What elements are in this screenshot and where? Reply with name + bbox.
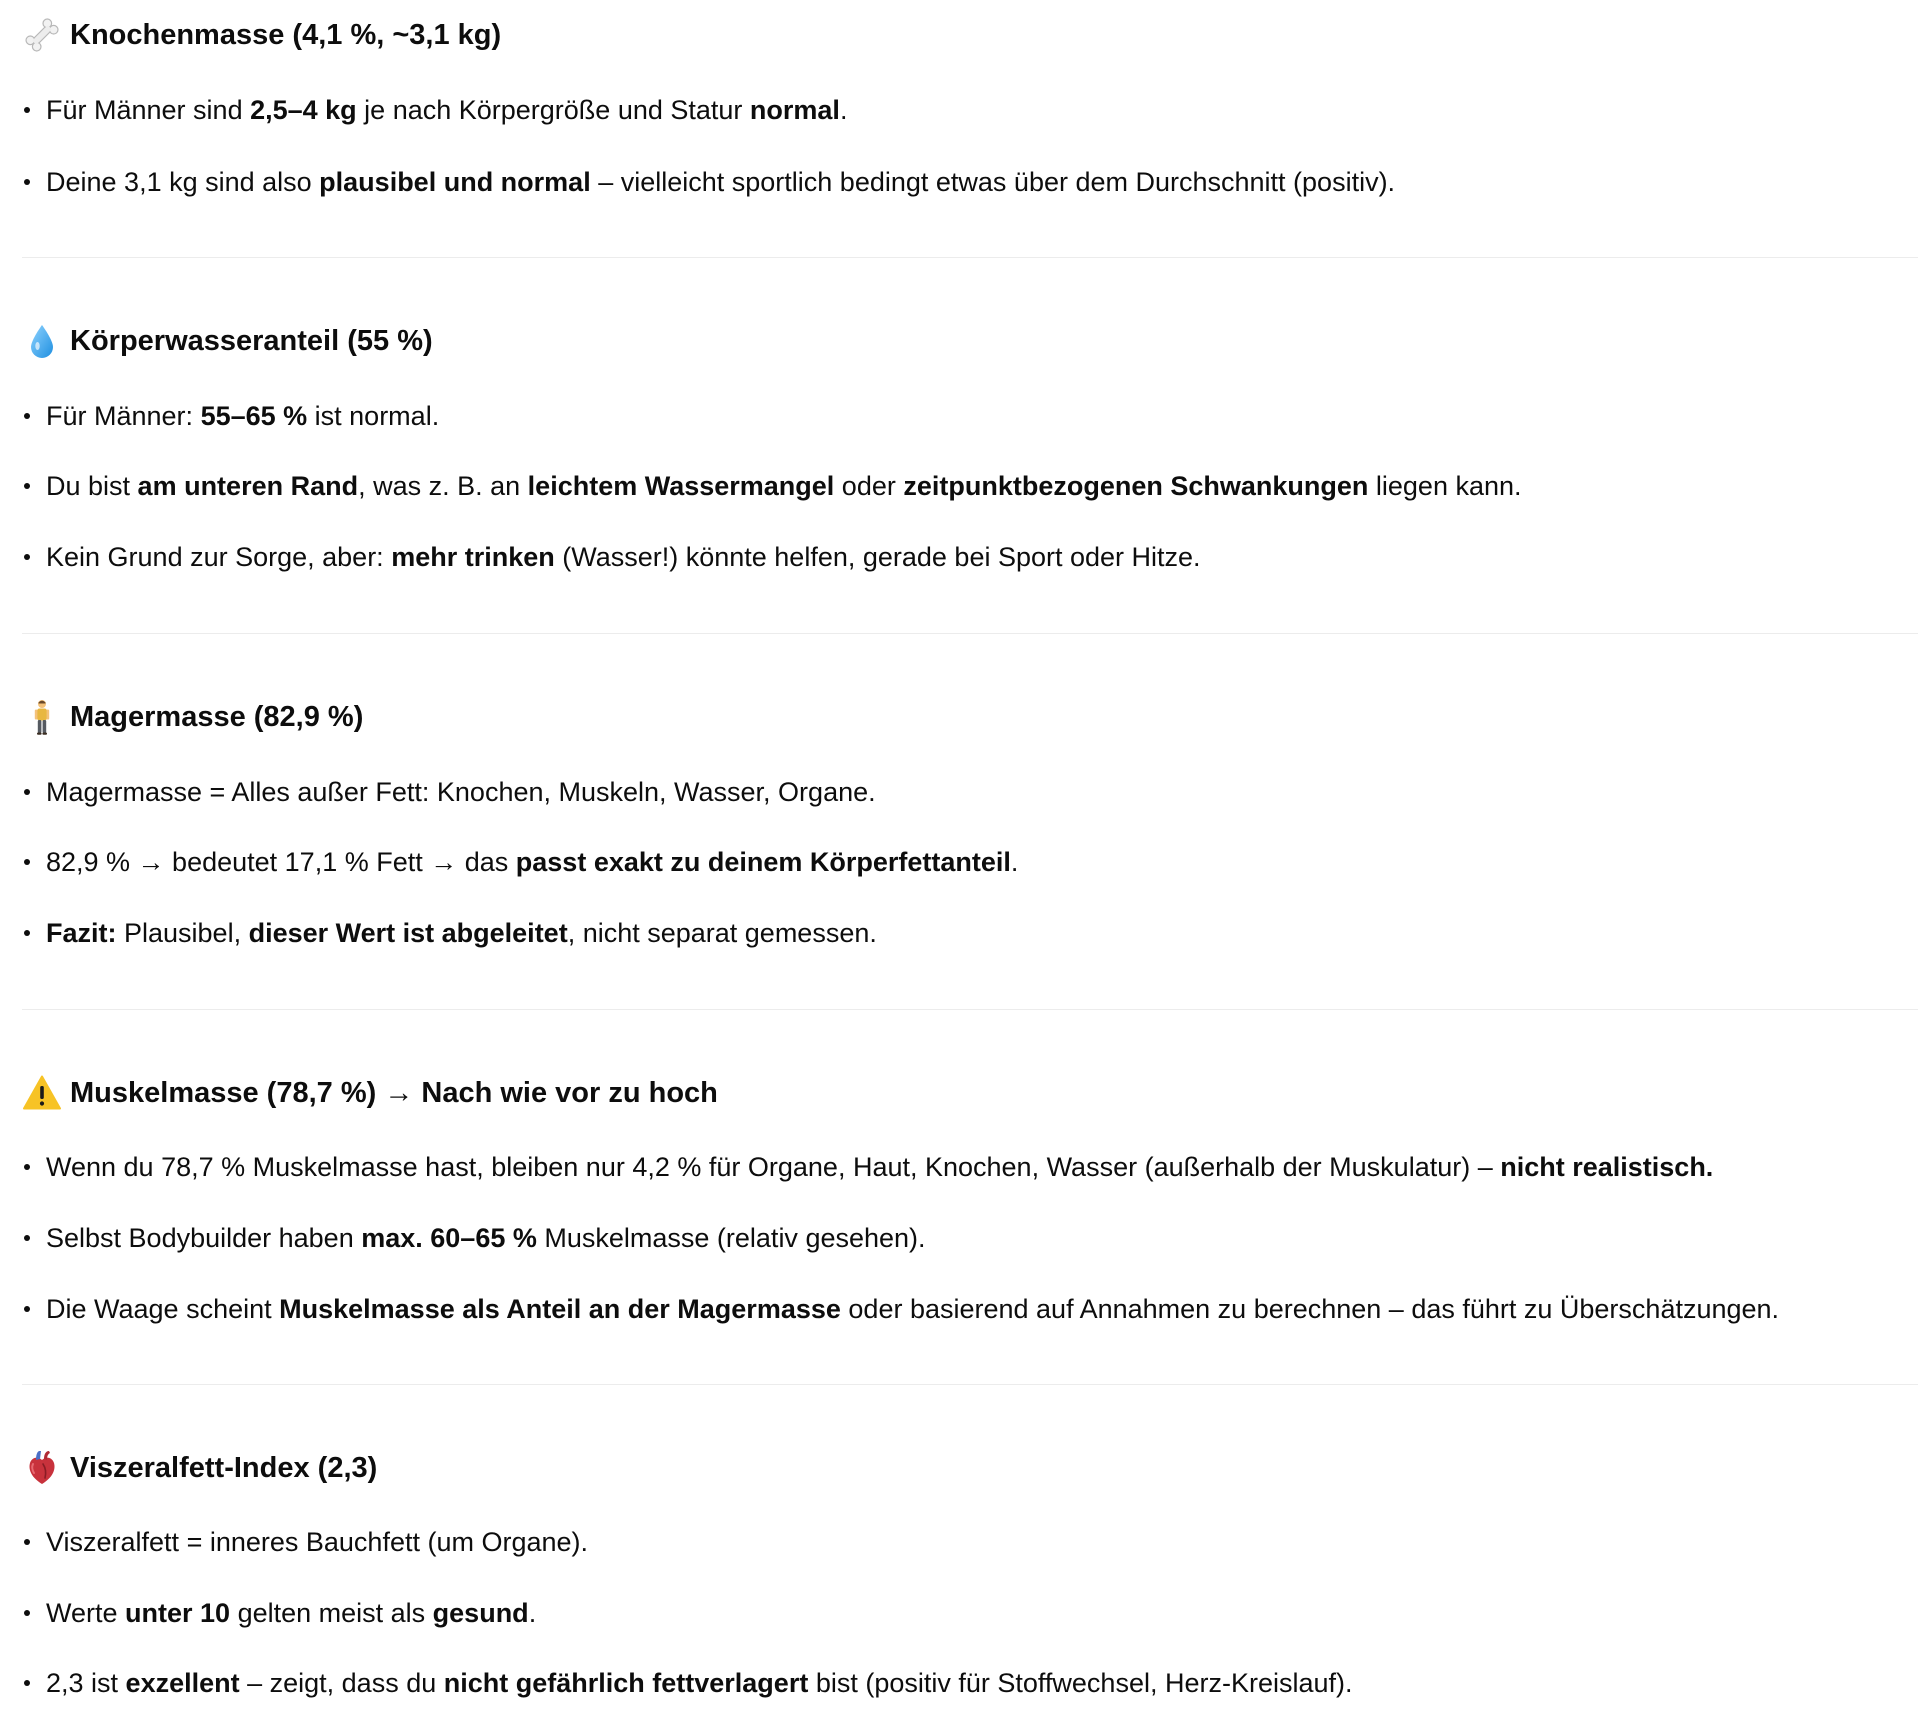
text-segment: Muskelmasse (relativ gesehen).: [536, 1222, 926, 1253]
text-segment: 82,9 % → bedeutet 17,1 % Fett → das: [46, 846, 516, 877]
anatomical-heart-icon: [22, 1448, 62, 1488]
text-segment: , nicht separat gemessen.: [567, 917, 877, 948]
list-item: [22, 466, 1522, 506]
bone-icon: [22, 15, 62, 55]
list-item: [22, 913, 877, 953]
text-segment: oder basierend auf Annahmen zu berechnen – das führt zu Überschätzungen.: [840, 1293, 1780, 1324]
text-segment-bold: dieser Wert ist abgeleitet: [248, 917, 568, 948]
standing-person-icon: [22, 697, 62, 737]
section-heading: [22, 694, 363, 740]
bullet-dot: [24, 789, 30, 795]
text-segment: Kein Grund zur Sorge, aber:: [46, 541, 392, 572]
list-item: [22, 1593, 536, 1633]
text-segment: Die Waage scheint: [46, 1293, 280, 1324]
list-item: [22, 162, 1395, 202]
text-segment-bold: 2,5–4 kg: [250, 94, 357, 125]
section-title: Körperwasseranteil (55 %): [70, 324, 433, 357]
bullet-dot: [24, 179, 30, 185]
section-heading: [22, 318, 433, 364]
list-item: [22, 90, 847, 130]
text-segment: Magermasse = Alles außer Fett: Knochen, Muskeln, Wasser, Organe.: [46, 776, 876, 807]
section-divider: [22, 1384, 1918, 1385]
bullet-dot: [24, 554, 30, 560]
text-segment: .: [839, 94, 848, 125]
section-title: Viszeralfett-Index (2,3): [70, 1451, 378, 1484]
bullet-dot: [24, 107, 30, 113]
text-segment: Selbst Bodybuilder haben: [46, 1222, 362, 1253]
text-segment-bold: leichtem Wassermangel: [527, 470, 835, 501]
section-divider: [22, 257, 1918, 258]
text-segment-bold: nicht gefährlich fettverlagert: [443, 1667, 809, 1698]
text-segment-bold: mehr trinken: [391, 541, 555, 572]
text-segment: , was z. B. an: [358, 470, 528, 501]
text-segment-bold: zeitpunktbezogenen Schwankungen: [903, 470, 1369, 501]
section-divider: [22, 1009, 1918, 1010]
bullet-dot: [24, 1610, 30, 1616]
bullet-dot: [24, 483, 30, 489]
text-segment: Wenn du 78,7 % Muskelmasse hast, bleiben nur 4,2 % für Organe, Haut, Knochen, Wasser (außerhalb der Muskulatur) –: [46, 1151, 1501, 1182]
section-divider: [22, 633, 1918, 634]
list-item: [22, 1663, 1353, 1703]
text-segment-bold: max. 60–65 %: [361, 1222, 537, 1253]
text-segment: Viszeralfett = inneres Bauchfett (um Organe).: [46, 1526, 589, 1557]
text-segment-bold: passt exakt zu deinem Körperfettanteil: [515, 846, 1011, 877]
text-segment: .: [528, 1597, 537, 1628]
text-segment-bold: exzellent: [125, 1667, 240, 1698]
section-title: Muskelmasse (78,7 %) → Nach wie vor zu hoch: [70, 1076, 718, 1109]
text-segment-bold: Muskelmasse als Anteil an der Magermasse: [279, 1293, 841, 1324]
text-segment: Plausibel,: [116, 917, 249, 948]
section-heading: [22, 1070, 718, 1116]
text-segment: (Wasser!) könnte helfen, gerade bei Sport oder Hitze.: [554, 541, 1201, 572]
section-heading: [22, 1445, 377, 1491]
warning-icon: [22, 1073, 62, 1113]
text-segment: Du bist: [46, 470, 138, 501]
bullet-dot: [24, 930, 30, 936]
bullet-dot: [24, 859, 30, 865]
text-segment: Werte: [46, 1597, 126, 1628]
section-title: Knochenmasse (4,1 %, ~3,1 kg): [70, 18, 502, 51]
bullet-dot: [24, 1164, 30, 1170]
list-item: [22, 1218, 926, 1258]
list-item: [22, 1289, 1779, 1329]
bullet-dot: [24, 1306, 30, 1312]
text-segment: – vielleicht sportlich bedingt etwas über dem Durchschnitt (positiv).: [590, 166, 1396, 197]
bullet-dot: [24, 1680, 30, 1686]
text-segment: Deine 3,1 kg sind also: [46, 166, 320, 197]
text-segment: oder: [834, 470, 904, 501]
list-item: [22, 842, 1018, 882]
bullet-dot: [24, 1235, 30, 1241]
text-segment: .: [1010, 846, 1019, 877]
list-item: [22, 396, 439, 436]
text-segment-bold: unter 10: [125, 1597, 231, 1628]
text-segment-bold: am unteren Rand: [137, 470, 359, 501]
text-segment: je nach Körpergröße und Statur: [356, 94, 750, 125]
list-item: [22, 1147, 1713, 1187]
bullet-dot: [24, 1539, 30, 1545]
bullet-dot: [24, 413, 30, 419]
text-segment-bold: 55–65 %: [200, 400, 308, 431]
text-segment-bold: nicht realistisch.: [1500, 1151, 1714, 1182]
list-item: [22, 1522, 588, 1562]
text-segment: gelten meist als: [230, 1597, 433, 1628]
text-segment: Für Männer sind: [46, 94, 251, 125]
text-segment: – zeigt, dass du: [239, 1667, 444, 1698]
text-segment: 2,3 ist: [46, 1667, 126, 1698]
list-item: [22, 537, 1201, 577]
text-segment-bold: plausibel und normal: [319, 166, 591, 197]
section-title: Magermasse (82,9 %): [70, 700, 364, 733]
list-item: [22, 772, 876, 812]
section-heading: [22, 12, 501, 58]
water-drop-icon: [22, 321, 62, 361]
text-segment: ist normal.: [307, 400, 440, 431]
text-segment-bold: normal: [749, 94, 840, 125]
text-segment: liegen kann.: [1368, 470, 1522, 501]
text-segment: bist (positiv für Stoffwechsel, Herz-Kreislauf).: [808, 1667, 1353, 1698]
text-segment-bold: Fazit:: [46, 917, 117, 948]
text-segment: Für Männer:: [46, 400, 201, 431]
text-segment-bold: gesund: [432, 1597, 529, 1628]
